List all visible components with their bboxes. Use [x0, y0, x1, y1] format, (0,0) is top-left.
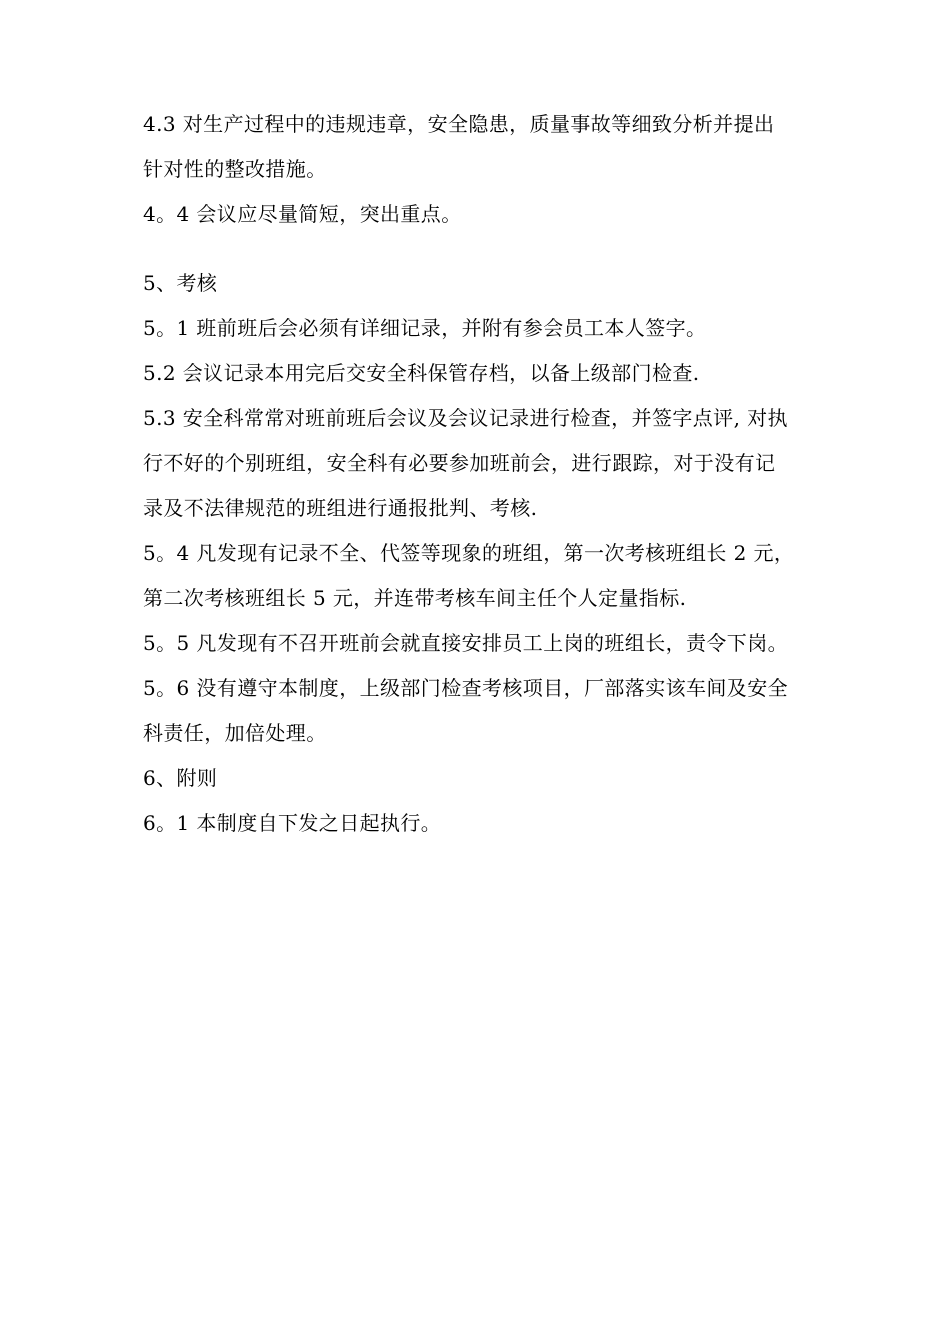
- paragraph-6-1: 6。1 本制度自下发之日起执行。: [143, 811, 442, 835]
- paragraph-5-3-line-2: 行不好的个别班组，安全科有必要参加班前会，进行跟踪，对于没有记: [143, 451, 776, 475]
- paragraph-5-3-line-1: 5.3 安全科常常对班前班后会议及会议记录进行检查，并签字点评, 对执: [143, 406, 788, 430]
- paragraph-5-4-line-1: 5。4 凡发现有记录不全、代签等现象的班组，第一次考核班组长 2 元，: [143, 541, 795, 565]
- document-page: [143, 102, 815, 846]
- section-heading-6: 6、附则: [143, 766, 218, 790]
- section-heading-5: 5、考核: [143, 271, 218, 295]
- paragraph-5-6-line-1: 5。6 没有遵守本制度，上级部门检查考核项目，厂部落实该车间及安全: [143, 676, 789, 700]
- paragraph-5-5: 5。5 凡发现有不召开班前会就直接安排员工上岗的班组长，责令下岗。: [143, 631, 789, 655]
- paragraph-4-3-line-1: 4.3 对生产过程中的违规违章，安全隐患，质量事故等细致分析并提出: [143, 112, 775, 136]
- paragraph-5-1: 5。1 班前班后会必须有详细记录，并附有参会员工本人签字。: [143, 316, 707, 340]
- paragraph-5-3-line-3: 录及不法律规范的班组进行通报批判、考核.: [143, 496, 538, 520]
- paragraph-4-4: 4。4 会议应尽量简短，突出重点。: [143, 202, 462, 226]
- paragraph-5-4-line-2: 第二次考核班组长 5 元，并连带考核车间主任个人定量指标.: [143, 586, 687, 610]
- paragraph-4-3-line-2: 针对性的整改措施。: [143, 157, 327, 181]
- section-spacer: [143, 237, 815, 261]
- paragraph-5-6-line-2: 科责任，加倍处理。: [143, 721, 327, 745]
- paragraph-5-2: 5.2 会议记录本用完后交安全科保管存档，以备上级部门检查.: [143, 361, 700, 385]
